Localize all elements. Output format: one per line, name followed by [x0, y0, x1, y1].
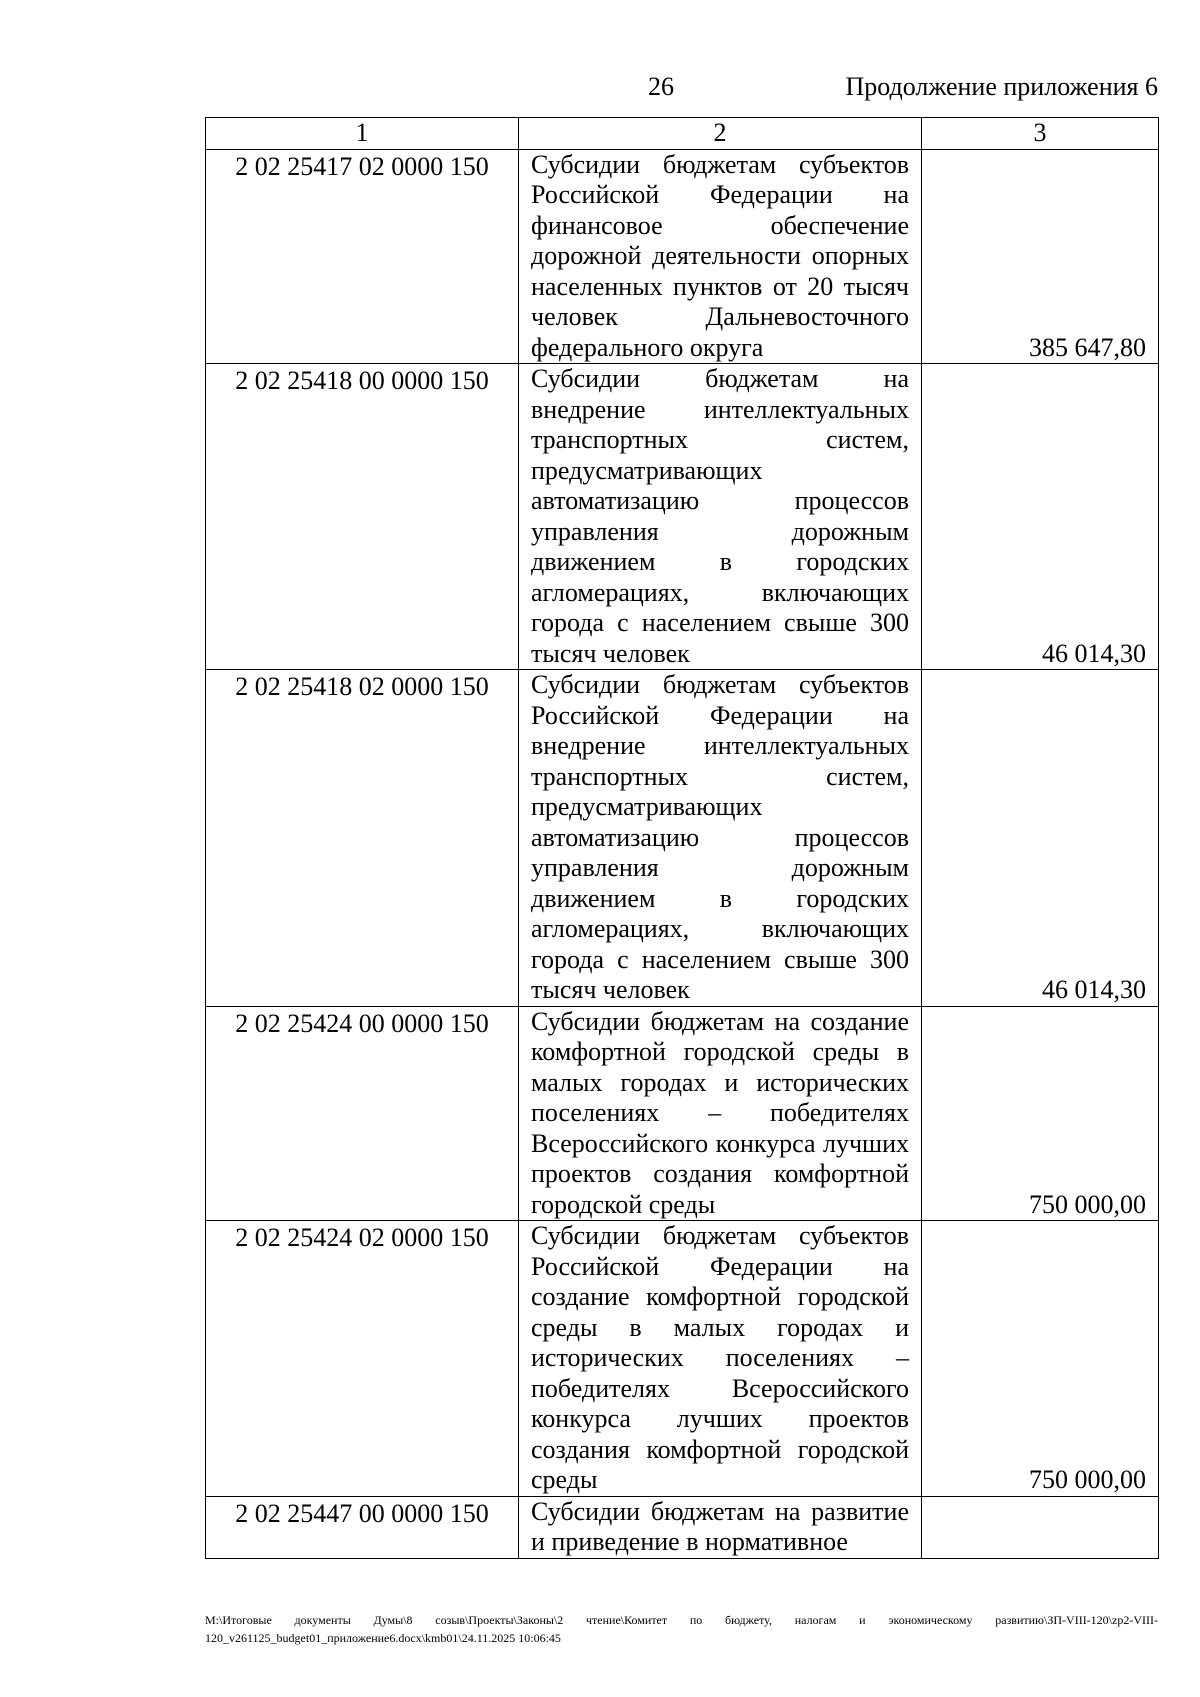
column-header-2: 2	[519, 118, 922, 150]
row-amount: 385 647,80	[922, 149, 1159, 364]
row-name: Субсидии бюджетам на создание комфортной городской среды в малых городах и исторических поселениях – победителях Всероссийского конкурса лучших проектов создания комфортной городской среды	[519, 1006, 922, 1221]
row-code: 2 02 25424 00 0000 150	[206, 1006, 519, 1221]
row-code: 2 02 25447 00 0000 150	[206, 1496, 519, 1558]
row-amount: 750 000,00	[922, 1006, 1159, 1221]
row-amount: 750 000,00	[922, 1221, 1159, 1497]
row-amount: 46 014,30	[922, 670, 1159, 1007]
row-name: Субсидии бюджетам на развитие и приведение в нормативное	[519, 1496, 922, 1558]
column-header-3: 3	[922, 118, 1159, 150]
continuation-label: Продолжение приложения 6	[845, 72, 1158, 101]
row-code: 2 02 25418 00 0000 150	[206, 364, 519, 670]
table-row	[206, 1496, 1159, 1558]
appendix-table	[205, 117, 1159, 1559]
row-amount: 46 014,30	[922, 364, 1159, 670]
row-name: Субсидии бюджетам субъектов Российской Федерации на создание комфортной городской среды в малых городах и исторических поселениях – победителях Всероссийского конкурса лучших проектов создания комфортной городской среды	[519, 1221, 922, 1497]
row-name: Субсидии бюджетам субъектов Российской Федерации на внедрение интеллектуальных транспортных систем, предусматривающих автоматизацию процессов управления дорожным движением в городских агломерациях, включающих города с населением свыше 300 тысяч человек	[519, 670, 922, 1007]
table-row	[206, 1006, 1159, 1221]
table-row	[206, 149, 1159, 364]
table-row	[206, 364, 1159, 670]
row-code: 2 02 25417 02 0000 150	[206, 149, 519, 364]
row-amount	[922, 1496, 1159, 1558]
table-row	[206, 670, 1159, 1007]
table-row	[206, 1221, 1159, 1497]
row-name: Субсидии бюджетам субъектов Российской Федерации на финансовое обеспечение дорожной деятельности опорных населенных пунктов от 20 тысяч человек Дальневосточного федерального округа	[519, 149, 922, 364]
file-path-footer: M:\Итоговые документы Думы\8 созыв\Проекты\Законы\2 чтение\Комитет по бюджету, налогам и экономическому развитию\ЗП-VIII-120\zp2-VIII-120_v261125_budget01_приложение6.docx\kmb01\24.11.2025 10:06:45	[205, 1613, 1158, 1645]
table-header-row	[206, 118, 1159, 150]
page-number: 26	[648, 72, 674, 101]
row-code: 2 02 25424 02 0000 150	[206, 1221, 519, 1497]
row-name: Субсидии бюджетам на внедрение интеллектуальных транспортных систем, предусматривающих автоматизацию процессов управления дорожным движением в городских агломерациях, включающих города с населением свыше 300 тысяч человек	[519, 364, 922, 670]
row-code: 2 02 25418 02 0000 150	[206, 670, 519, 1007]
column-header-1: 1	[206, 118, 519, 150]
